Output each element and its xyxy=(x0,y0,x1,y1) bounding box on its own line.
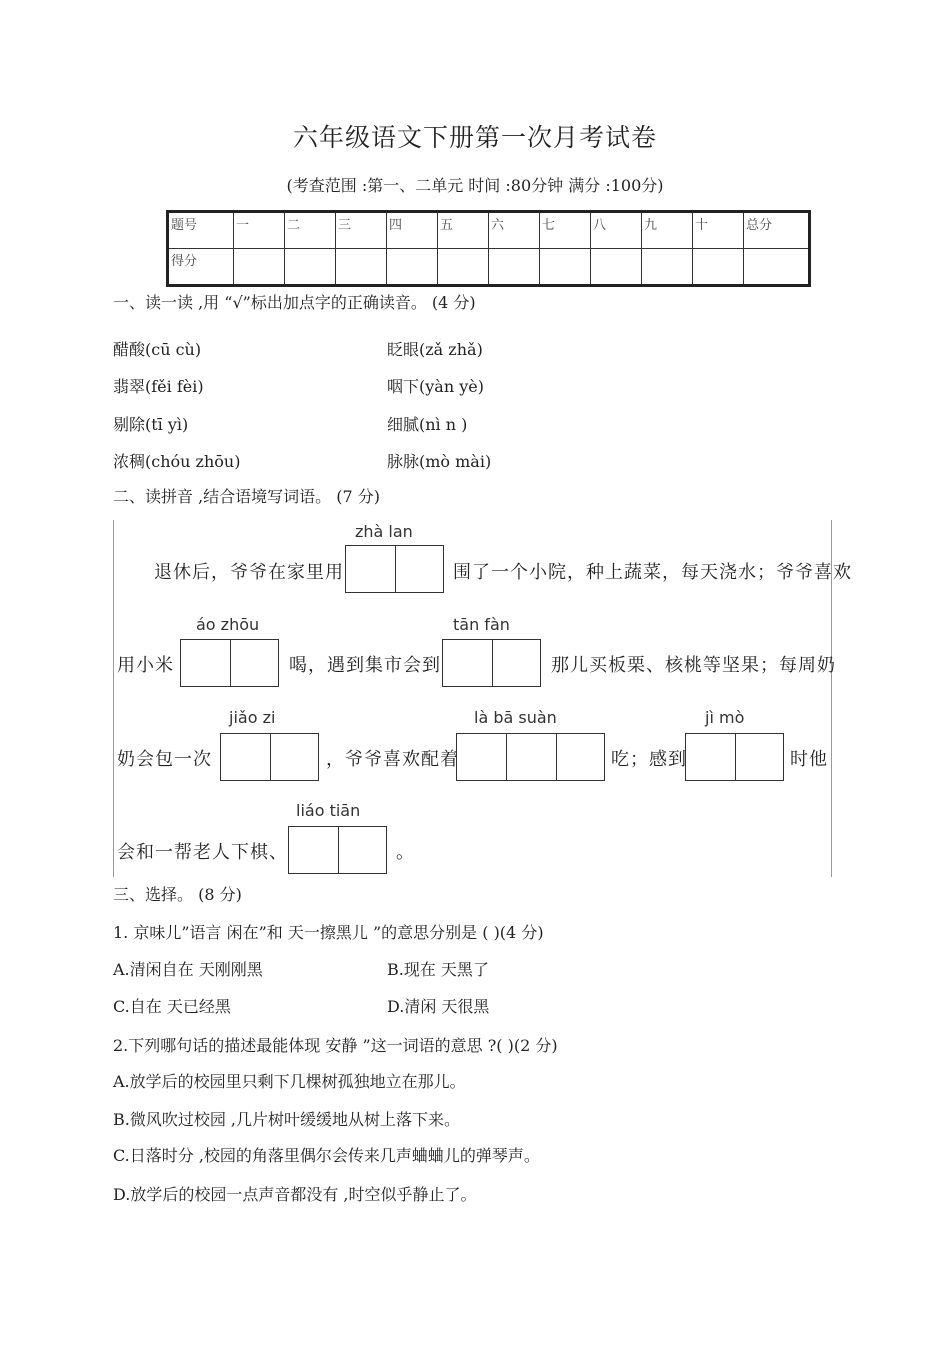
score-input-cell[interactable] xyxy=(336,249,387,286)
option-d[interactable]: D.放学后的校园一点声音都没有 ,时空似乎静止了。 xyxy=(113,1185,477,1204)
answer-box-jimo[interactable] xyxy=(685,733,784,781)
option-a[interactable]: A.放学后的校园里只剩下几棵树孤独地立在那儿。 xyxy=(113,1072,466,1091)
option-c[interactable]: C.日落时分 ,校园的角落里偶尔会传来几声蛐蛐儿的弹琴声。 xyxy=(113,1146,540,1165)
score-cell: 二 xyxy=(285,212,336,249)
score-cell: 得分 xyxy=(168,249,234,286)
pinyin-choice-item[interactable]: 翡翠(fěi fèi) xyxy=(113,377,204,396)
score-cell: 六 xyxy=(489,212,540,249)
option-a[interactable]: A.清闲自在 天刚刚黑 xyxy=(113,960,263,979)
passage-text: 那儿买板栗、核桃等坚果；每周奶 xyxy=(551,655,836,676)
score-input-cell[interactable] xyxy=(285,249,336,286)
score-cell: 五 xyxy=(438,212,489,249)
passage-text: 会和一帮老人下棋、 xyxy=(117,842,288,863)
answer-box-jiaozi[interactable] xyxy=(220,733,319,781)
passage-text: 吃；感到 xyxy=(611,749,687,770)
score-input-cell[interactable] xyxy=(540,249,591,286)
score-input-cell[interactable] xyxy=(438,249,489,286)
score-cell: 总分 xyxy=(744,212,810,249)
score-input-cell[interactable] xyxy=(642,249,693,286)
exam-info: (考查范围 :第一、二单元 时间 :80分钟 满分 :100分) xyxy=(286,176,664,195)
pinyin-hint: zhà lan xyxy=(355,522,413,541)
score-cell: 八 xyxy=(591,212,642,249)
answer-box-labasuan[interactable] xyxy=(456,733,605,781)
score-cell: 题号 xyxy=(168,212,234,249)
pinyin-choice-item[interactable]: 醋酸(cū cù) xyxy=(113,340,202,359)
passage-text: 退休后，爷爷在家里用 xyxy=(154,562,344,583)
pinyin-choice-item[interactable]: 眨眼(zǎ zhǎ) xyxy=(387,340,483,359)
score-input-cell[interactable] xyxy=(489,249,540,286)
answer-box-zhalan[interactable] xyxy=(345,545,444,593)
score-table-score-row xyxy=(168,249,810,286)
score-cell: 七 xyxy=(540,212,591,249)
question-2: 2.下列哪句话的描述最能体现 安静 ”这一词语的意思 ?( )(2 分) xyxy=(113,1036,558,1055)
pinyin-hint: là bā suàn xyxy=(474,708,557,727)
passage-text: 喝，遇到集市会到 xyxy=(289,655,441,676)
pinyin-hint: tān fàn xyxy=(453,615,510,634)
pinyin-choice-item[interactable]: 浓稠(chóu zhōu) xyxy=(113,452,241,471)
score-cell: 四 xyxy=(387,212,438,249)
pinyin-hint: áo zhōu xyxy=(196,615,260,634)
answer-box-aozhou[interactable] xyxy=(180,639,279,687)
score-input-cell[interactable] xyxy=(693,249,744,286)
answer-box-tanfan[interactable] xyxy=(442,639,541,687)
pinyin-hint: jì mò xyxy=(705,708,745,727)
option-c[interactable]: C.自在 天已经黑 xyxy=(113,997,231,1016)
passage-text: 时他 xyxy=(790,749,828,770)
option-b[interactable]: B.微风吹过校园 ,几片树叶缓缓地从树上落下来。 xyxy=(113,1110,461,1129)
passage-text: 围了一个小院，种上蔬菜，每天浇水；爷爷喜欢 xyxy=(453,562,852,583)
page-title: 六年级语文下册第一次月考试卷 xyxy=(292,123,657,152)
score-table xyxy=(166,210,811,287)
passage-text: 用小米 xyxy=(117,655,174,676)
score-cell: 一 xyxy=(234,212,285,249)
passage-text: ，爷爷喜欢配着 xyxy=(326,749,459,770)
pinyin-choice-item[interactable]: 剔除(tī yì) xyxy=(113,415,189,434)
section-1-heading: 一、读一读 ,用 “√”标出加点字的正确读音。 (4 分) xyxy=(113,293,476,312)
option-d[interactable]: D.清闲 天很黑 xyxy=(387,997,490,1016)
score-input-cell[interactable] xyxy=(234,249,285,286)
section-2-heading: 二、读拼音 ,结合语境写词语。 (7 分) xyxy=(113,487,381,506)
question-1: 1. 京味儿”语言 闲在”和 天一擦黑儿 ”的意思分别是 ( )(4 分) xyxy=(113,923,544,942)
score-cell: 九 xyxy=(642,212,693,249)
score-table-header-row xyxy=(168,212,810,249)
section-3-heading: 三、选择。 (8 分) xyxy=(113,885,242,904)
score-input-cell[interactable] xyxy=(744,249,810,286)
pinyin-hint: jiǎo zi xyxy=(229,708,276,727)
pinyin-choice-item[interactable]: 咽下(yàn yè) xyxy=(387,377,484,396)
score-input-cell[interactable] xyxy=(591,249,642,286)
option-b[interactable]: B.现在 天黑了 xyxy=(387,960,489,979)
pinyin-choice-item[interactable]: 细腻(nì n ) xyxy=(387,415,468,434)
score-input-cell[interactable] xyxy=(387,249,438,286)
answer-box-liaotian[interactable] xyxy=(288,826,387,874)
score-cell: 三 xyxy=(336,212,387,249)
score-cell: 十 xyxy=(693,212,744,249)
pinyin-hint: liáo tiān xyxy=(296,801,361,820)
passage-text: 。 xyxy=(396,842,415,863)
pinyin-choice-item[interactable]: 脉脉(mò mài) xyxy=(387,452,492,471)
passage-text: 奶会包一次 xyxy=(117,749,212,770)
